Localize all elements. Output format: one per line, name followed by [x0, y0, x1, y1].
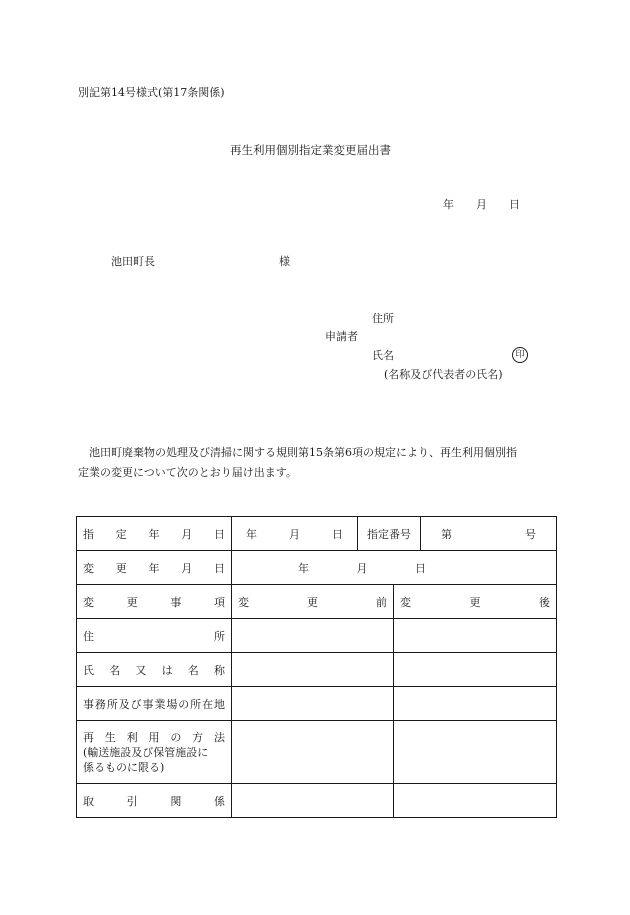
before-char-3: 前 [376, 595, 387, 609]
submission-date [443, 199, 520, 210]
body-line-2: 定業の変更について次のとおり届け出ます。 [78, 466, 297, 479]
designation-number-value [421, 517, 556, 550]
recycling-method-before-cell[interactable] [232, 721, 394, 784]
designation-day: 日 [332, 527, 343, 541]
before-char-2: 更 [307, 595, 318, 609]
name-before-cell[interactable] [232, 653, 394, 687]
table-row [77, 687, 557, 721]
before-char-1: 変 [238, 595, 249, 609]
designation-number-cell [358, 517, 557, 551]
body-text [78, 443, 556, 483]
applicant-label: 申請者 [325, 330, 358, 343]
recycling-method-after-cell[interactable] [394, 721, 557, 784]
recycling-method-row-label [77, 721, 232, 784]
change-month: 月 [356, 561, 368, 575]
recycling-method-line-3: 係るものに限る) [83, 760, 165, 774]
transaction-after-cell[interactable] [394, 784, 557, 818]
table-row [77, 653, 557, 687]
change-date-value [232, 551, 557, 585]
recycling-method-line-1: 再生利用の方法 [83, 730, 225, 744]
addressee-honorific: 様 [279, 255, 290, 268]
office-location-before-cell[interactable] [232, 687, 394, 721]
before-change-header [232, 585, 394, 619]
name-after-cell[interactable] [394, 653, 557, 687]
transaction-row-label: 取引関係 [77, 784, 232, 818]
date-year: 年 [443, 198, 454, 211]
after-char-3: 後 [539, 595, 550, 609]
seal-mark: 印 [512, 347, 528, 363]
table-row [77, 517, 557, 551]
addressee-name: 池田町長 [111, 255, 155, 268]
after-change-header [394, 585, 557, 619]
address-row-label: 住所 [77, 619, 232, 653]
change-form-table [76, 516, 557, 818]
after-char-1: 変 [400, 595, 411, 609]
change-date-label: 変更年月日 [77, 551, 232, 585]
designation-date-label: 指定年月日 [77, 517, 232, 551]
office-location-after-cell[interactable] [394, 687, 557, 721]
body-line-1: 池田町廃棄物の処理及び清掃に関する規則第15条第6項の規定により、再生利用個別指 [89, 446, 517, 459]
recycling-method-line-2: (輸送施設及び保管施設に [83, 745, 209, 759]
transaction-before-cell[interactable] [232, 784, 394, 818]
table-row [77, 551, 557, 585]
designation-year: 年 [246, 527, 257, 541]
table-row [77, 784, 557, 818]
address-after-cell[interactable] [394, 619, 557, 653]
applicant-name-note: (名称及び代表者の氏名) [384, 368, 503, 381]
designation-month: 月 [289, 527, 300, 541]
table-row [77, 721, 557, 784]
table-row [77, 585, 557, 619]
office-location-row-label: 事務所及び事業場の所在地 [77, 687, 232, 721]
form-label: 別記第14号様式(第17条関係) [78, 86, 225, 99]
name-row-label: 氏名又は名称 [77, 653, 232, 687]
page-title: 再生利用個別指定業変更届出書 [230, 143, 391, 157]
designation-number-suffix: 号 [525, 527, 536, 541]
designation-date-value [232, 517, 358, 551]
date-day: 日 [509, 198, 520, 211]
change-day: 日 [415, 561, 426, 575]
date-month: 月 [476, 198, 487, 211]
applicant-name-label: 氏名 [372, 349, 394, 362]
applicant-address-label: 住所 [372, 312, 394, 325]
designation-number-label: 指定番号 [358, 517, 421, 550]
change-item-label: 変更事項 [77, 585, 232, 619]
address-before-cell[interactable] [232, 619, 394, 653]
change-year: 年 [298, 561, 309, 575]
after-char-2: 更 [469, 595, 481, 609]
table-row [77, 619, 557, 653]
designation-number-prefix: 第 [441, 527, 452, 541]
